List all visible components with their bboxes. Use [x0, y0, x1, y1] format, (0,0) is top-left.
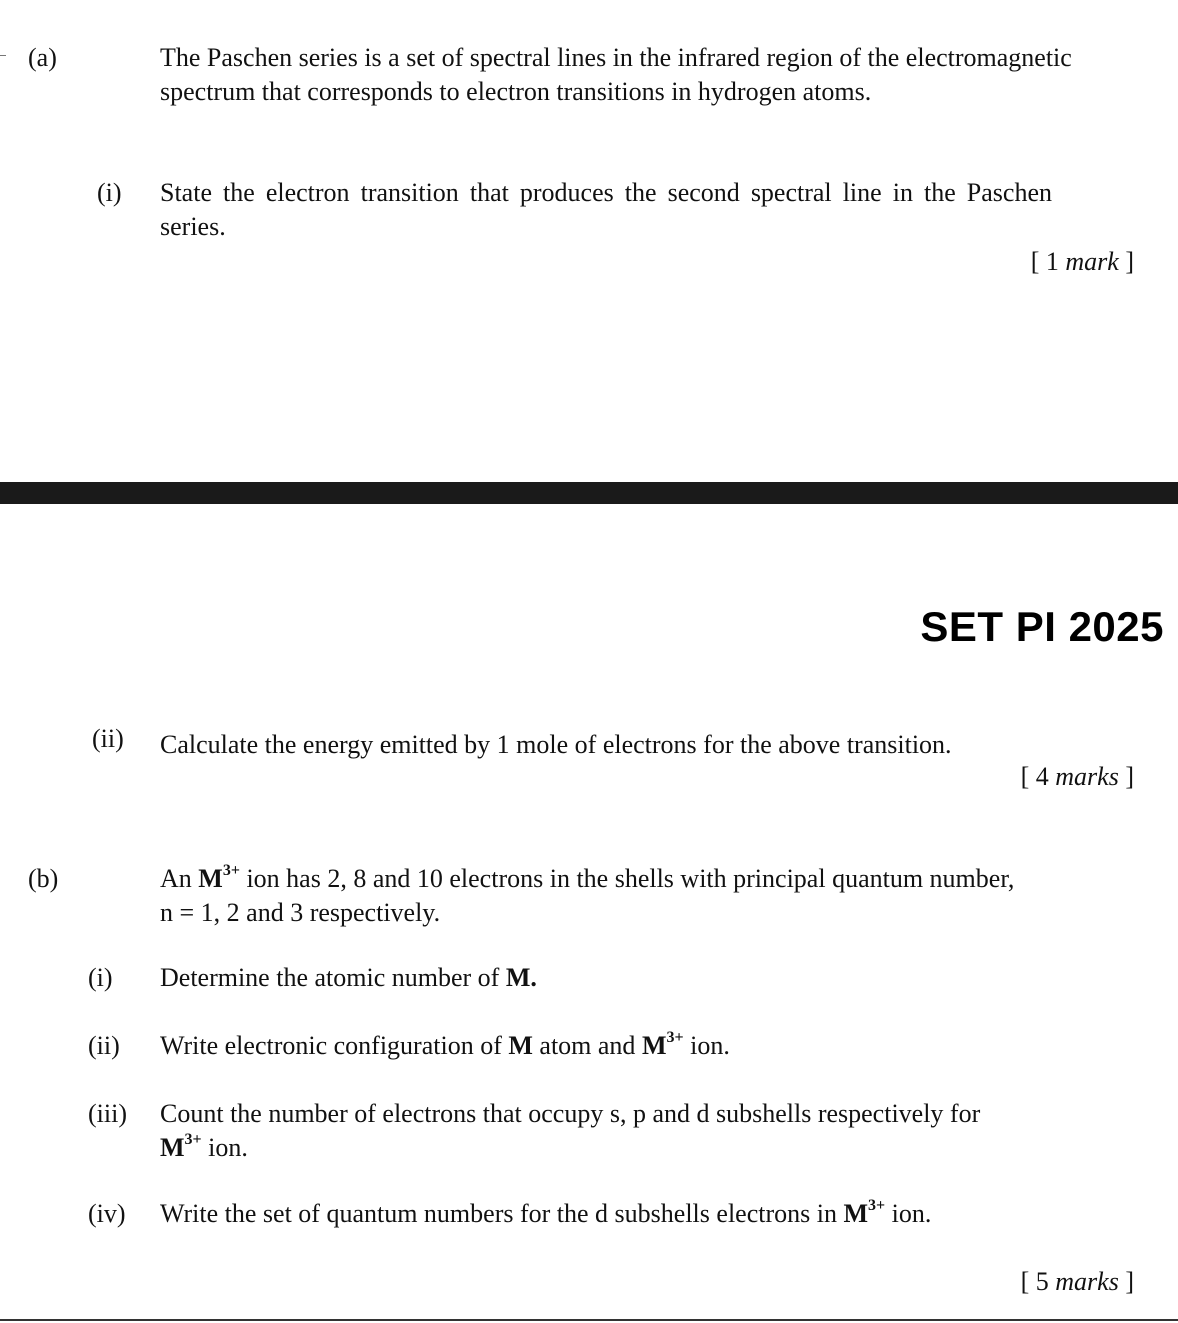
part-b-q3-text: Count the number of electrons that occupy s, p and d subshells respectively for	[160, 1099, 981, 1128]
part-b-intro-line2: n = 1, 2 and 3 respectively.	[160, 898, 441, 927]
margin-tick	[0, 55, 6, 56]
part-b-q4-label: (iv)	[88, 1199, 126, 1228]
bottom-rule	[0, 1319, 1178, 1321]
part-a-q2-label: (ii)	[92, 724, 124, 753]
part-a-q2-text: Calculate the energy emitted by 1 mole of electrons for the above transition.	[160, 730, 952, 759]
part-b-marks: [ 5 marks ]	[1020, 1267, 1134, 1296]
part-a-q1-label: (i)	[97, 178, 122, 207]
part-a-label: (a)	[28, 43, 57, 72]
part-b-q3-text-line2: $M^{3+}$ ion.	[160, 1131, 248, 1162]
part-b-q2-text: Write electronic configuration of M atom and $M^{3+}$ ion.	[160, 1029, 730, 1060]
part-b-q1-text: Determine the atomic number of M.	[160, 963, 537, 992]
part-b-q3-label: (iii)	[88, 1099, 127, 1128]
part-a-q2-marks: [ 4 marks ]	[1020, 762, 1134, 791]
page-divider-bar	[0, 482, 1178, 504]
part-b-q4-text: Write the set of quantum numbers for the d subshells electrons in $M^{3+}$ ion.	[160, 1197, 932, 1228]
part-b-label: (b)	[28, 864, 59, 893]
part-b-q1-label: (i)	[88, 963, 113, 992]
part-a-q1-text: State the electron transition that produces the second spectral line in the Paschen series.	[160, 178, 1052, 241]
part-b-intro: An $M^{3+}$ ion has 2, 8 and 10 electrons in the shells with principal quantum number,	[160, 862, 1015, 893]
part-a-q1-marks: [ 1 mark ]	[1030, 247, 1134, 276]
part-b-q2-label: (ii)	[88, 1031, 120, 1060]
part-a-intro: The Paschen series is a set of spectral lines in the infrared region of the electromagnetic spectrum that corresponds to electron transitions in hydrogen atoms.	[160, 43, 1072, 106]
set-banner: SET PI 2025	[920, 603, 1164, 650]
